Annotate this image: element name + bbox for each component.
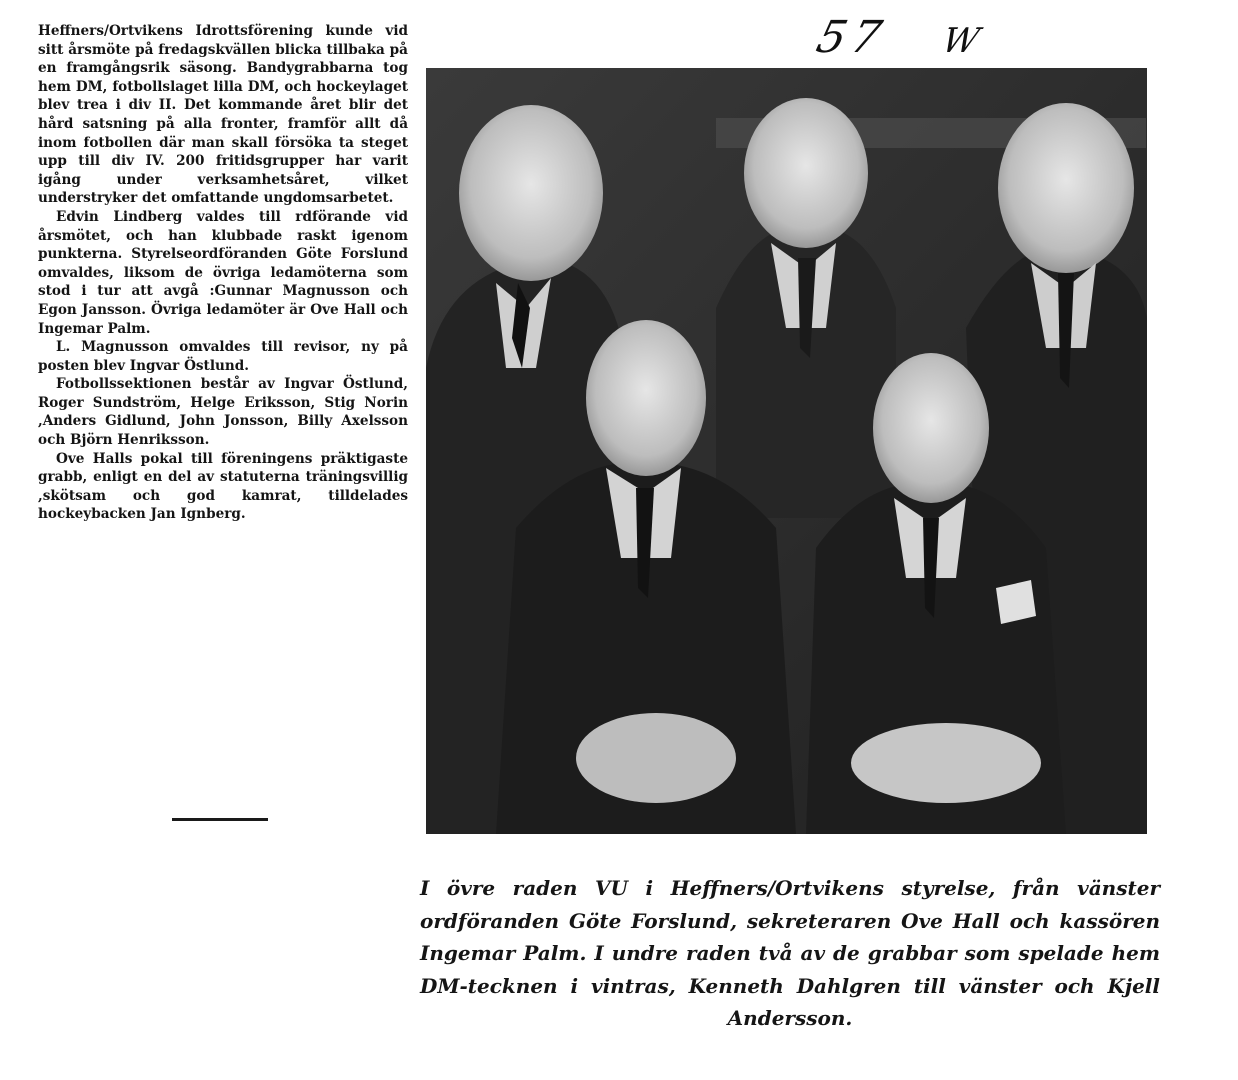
handwritten-page-number [812,12,992,63]
article-text [38,22,408,524]
handwritten-number: 57 [811,12,893,63]
handwritten-mark: W [938,21,990,61]
article-end-rule [172,818,268,821]
photo-caption: I övre raden VU i Heffners/Ortvikens styrelse, från vänster ordföranden Göte Forslund, sekreteraren Ove Hall och kassören Ingemar Palm. I undre raden två av de grabbar som spelade hem DM-tecknen i vintras, Kenneth Dahlgren till vänster och Kjell Andersson. [420,876,1160,1030]
group-photo [426,68,1147,834]
article-paragraph-4: Fotbollssektionen består av Ingvar Östlund, Roger Sundström, Helge Eriksson, Stig Norin ,Anders Gidlund, John Jonsson, Billy Axelsson och Björn Henriksson. [38,376,408,449]
article-paragraph-2: Edvin Lindberg valdes till rdförande vid årsmötet, och han klubbade raskt igenom punkterna. Styrelseordföranden Göte Forslund omvaldes, liksom de övriga ledamöterna som stod i tur att avgå :Gunnar Magnusson och Egon Jansson. Övriga ledamöter är Ove Hall och Ingemar Palm. [38,208,408,337]
article-paragraph-3: L. Magnusson omvaldes till revisor, ny på posten blev Ingvar Östlund. [38,339,408,374]
article-paragraph-5: Ove Halls pokal till föreningens präktigaste grabb, enligt en del av statuterna träningsvillig ,skötsam och god kamrat, tilldelades hockeybacken Jan Ignberg. [38,450,408,523]
article-paragraph-1: Heffners/Ortvikens Idrottsförening kunde vid sitt årsmöte på fredagskvällen blicka tillbaka på en framgångsrik säsong. Bandygrabbarna tog hem DM, fotbollslaget lilla DM, och hockeylaget blev trea i div II. Det kommande året blir det hård satsning på alla fronter, framför allt då inom fotbollen där man skall försöka ta steget upp till div IV. 200 fritidsgrupper har varit igång under verksamhetsåret, vilket understryker det omfattande ungdomsarbetet. [38,23,408,207]
